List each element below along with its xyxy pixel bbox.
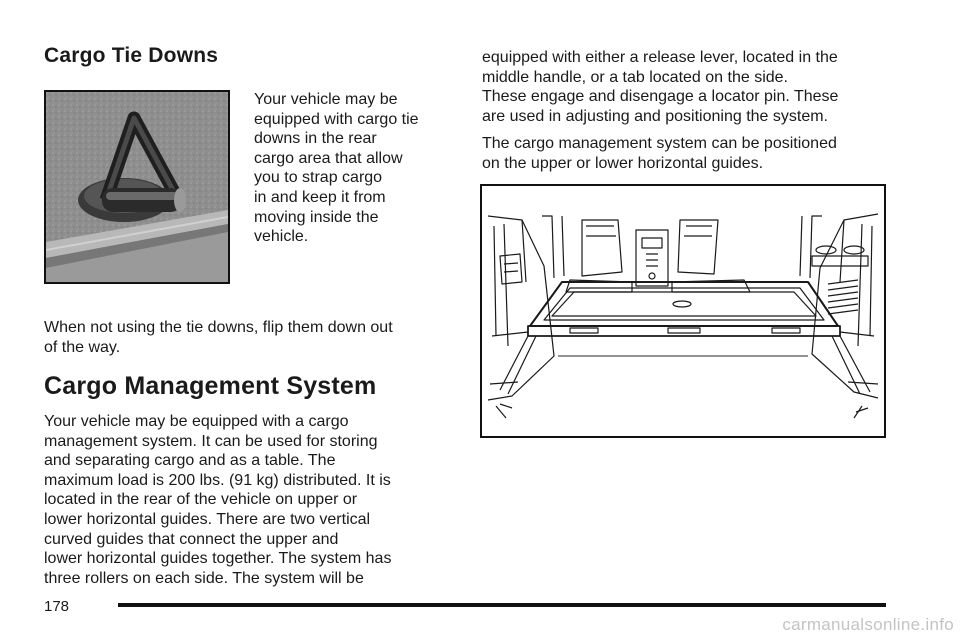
cargo-area-line-drawing xyxy=(482,186,884,436)
text-line: Your vehicle may be equipped with a cargo xyxy=(44,413,349,430)
cargo-tie-down-photo xyxy=(44,90,230,284)
text-line: of the way. xyxy=(44,338,121,356)
text-line: in and keep it from xyxy=(254,188,386,206)
text-line: management system. It can be used for storing xyxy=(44,432,378,450)
text-line: maximum load is 200 lbs. (91 kg) distributed. It is xyxy=(44,471,391,489)
text-line: on the upper or lower horizontal guides. xyxy=(482,154,764,172)
text-line: cargo area that allow xyxy=(254,149,403,167)
text-line: are used in adjusting and positioning the system. xyxy=(482,107,828,125)
text-line: lower horizontal guides together. The system has xyxy=(44,550,392,568)
tie-downs-intro xyxy=(254,90,419,247)
section-heading-cargo-management: Cargo Management System xyxy=(44,372,377,400)
text-line: vehicle. xyxy=(254,228,309,246)
site-watermark: carmanualsonline.info xyxy=(782,615,954,634)
text-line: These engage and disengage a locator pin. These xyxy=(482,88,839,106)
text-line: equipped with either a release lever, located in the xyxy=(482,49,838,66)
text-line: Your vehicle may be xyxy=(254,91,398,108)
text-line: you to strap cargo xyxy=(254,169,383,187)
tie-downs-note xyxy=(44,318,393,357)
cargo-management-body xyxy=(44,412,391,588)
text-line: downs in the rear xyxy=(254,130,377,148)
cargo-management-positioning xyxy=(482,134,837,173)
cargo-management-continued xyxy=(482,48,838,126)
text-line: and separating cargo and as a table. The xyxy=(44,452,336,470)
text-line: equipped with cargo tie xyxy=(254,110,419,128)
page-number: 178 xyxy=(44,598,70,615)
footer-rule xyxy=(118,603,886,607)
text-line: located in the rear of the vehicle on upper or xyxy=(44,491,358,509)
tie-down-illustration xyxy=(46,92,228,282)
text-line: middle handle, or a tab located on the side. xyxy=(482,68,788,86)
text-line: three rollers on each side. The system will be xyxy=(44,569,364,587)
text-line: curved guides that connect the upper and xyxy=(44,530,339,548)
cargo-management-illustration xyxy=(480,184,886,438)
text-line: The cargo management system can be positioned xyxy=(482,135,837,152)
text-line: moving inside the xyxy=(254,208,379,226)
text-line: lower horizontal guides. There are two vertical xyxy=(44,510,371,528)
text-line: When not using the tie downs, flip them down out xyxy=(44,319,393,336)
section-heading-cargo-tie-downs: Cargo Tie Downs xyxy=(44,44,219,67)
